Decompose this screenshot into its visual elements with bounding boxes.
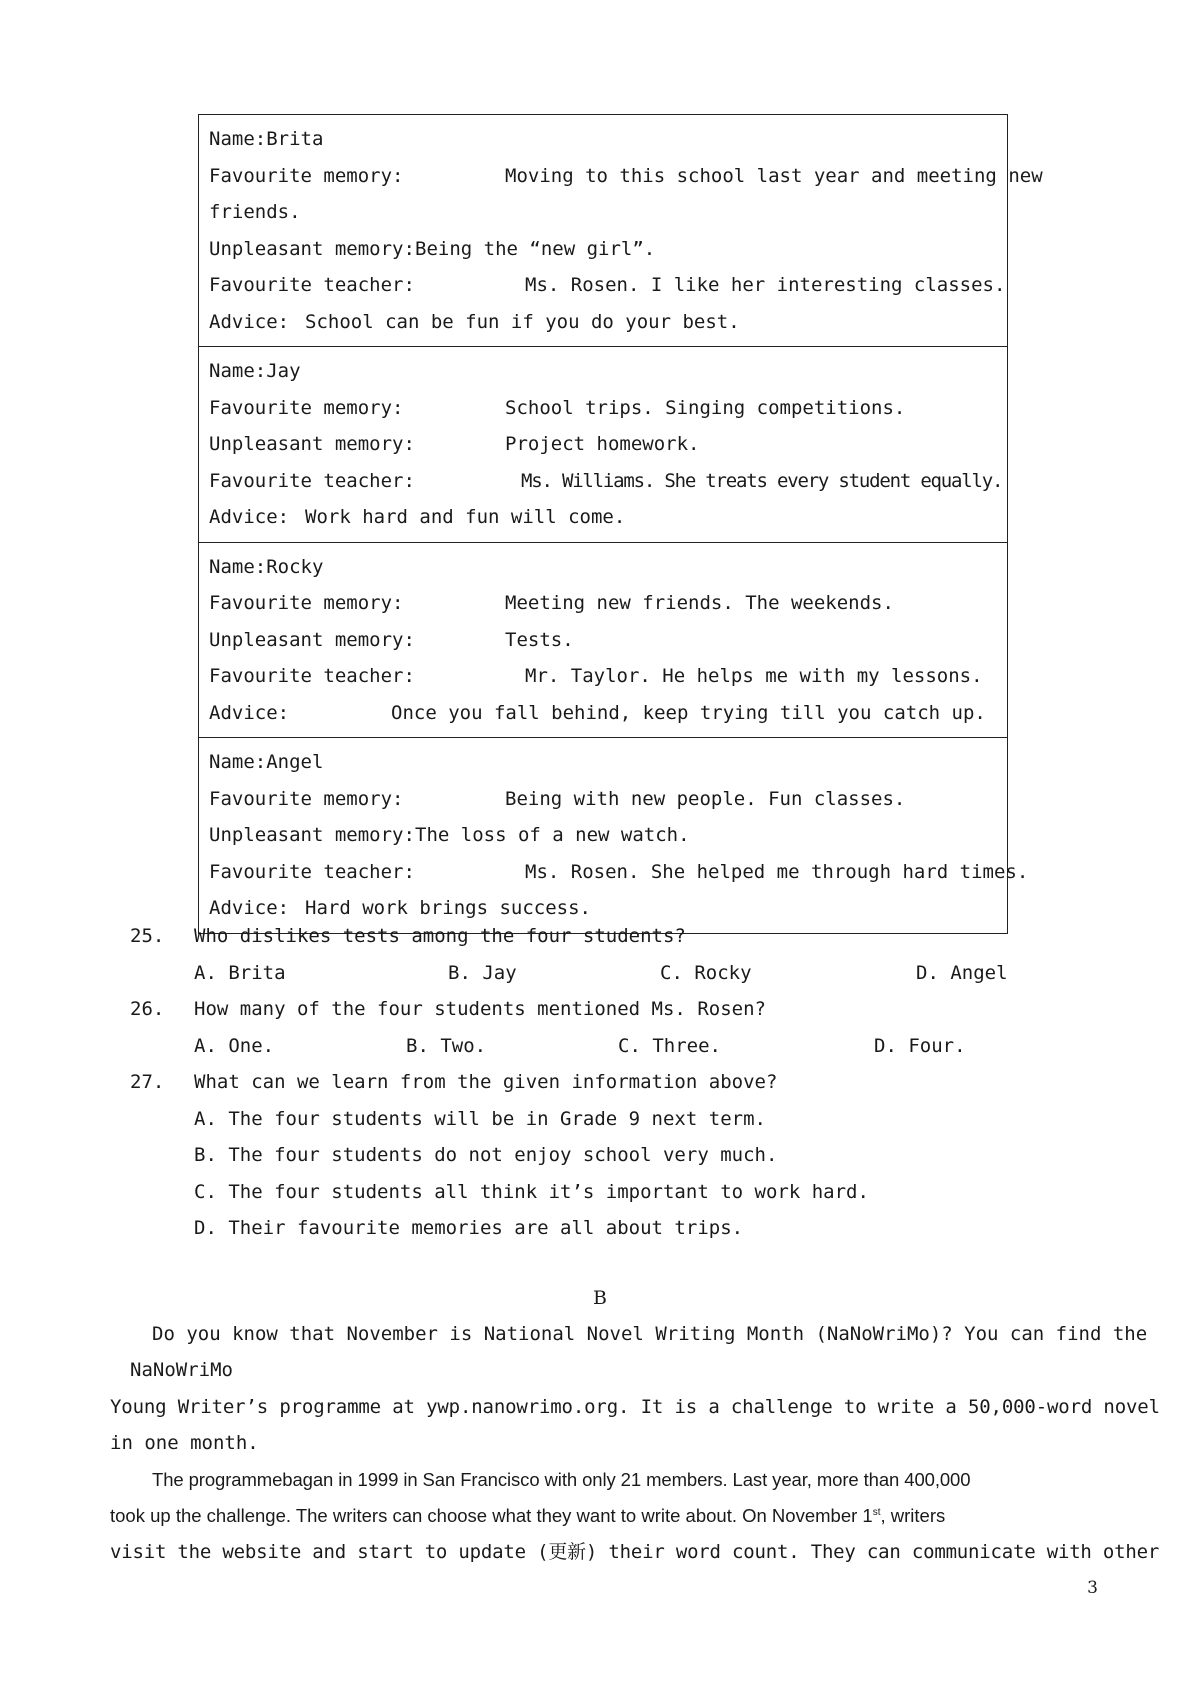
option-d: D. Angel xyxy=(916,961,1008,984)
option-c: C. Rocky xyxy=(660,961,752,984)
advice-value: Hard work brings success. xyxy=(305,897,591,919)
option-a: A. One. xyxy=(194,1034,275,1057)
passage-line xyxy=(110,1498,1100,1534)
advice-label: Advice: xyxy=(209,506,290,528)
profile-jay xyxy=(199,347,1007,543)
advice-value: Once you fall behind, keep trying till you catch up. xyxy=(391,701,986,724)
favourite-memory-label: Favourite memory: xyxy=(209,396,404,419)
option-c: C. Three. xyxy=(618,1034,721,1057)
unpleasant-memory-value: The loss of a new watch. xyxy=(415,824,690,846)
advice-value: Work hard and fun will come. xyxy=(305,506,626,528)
ordinal-suffix: st xyxy=(872,1506,881,1518)
question-stem: Who dislikes tests among the four students? xyxy=(194,925,686,947)
unpleasant-memory-value: Being the “new girl”. xyxy=(415,237,656,260)
passage-text: took up the challenge. The writers can choose what they want to write about. On November 1 xyxy=(110,1505,873,1527)
profile-name: Name:Jay xyxy=(209,360,301,382)
option-a: A. The four students will be in Grade 9 next term. xyxy=(194,1107,766,1130)
unpleasant-memory-label: Unpleasant memory: xyxy=(209,433,415,455)
option-b: B. The four students do not enjoy school very much. xyxy=(194,1144,778,1166)
favourite-teacher-label: Favourite teacher: xyxy=(209,860,415,883)
unpleasant-memory-value: Tests. xyxy=(505,628,574,651)
favourite-teacher-label: Favourite teacher: xyxy=(209,469,415,492)
question-stem: How many of the four students mentioned Ms. Rosen? xyxy=(194,998,766,1020)
advice-label: Advice: xyxy=(209,310,290,333)
favourite-memory-value: School trips. Singing competitions. xyxy=(505,396,906,419)
question-26 xyxy=(130,991,1030,1028)
unpleasant-memory-value: Project homework. xyxy=(505,433,700,455)
favourite-memory-continued: friends. xyxy=(209,201,301,223)
favourite-teacher-value: Ms. Rosen. She helped me through hard times. xyxy=(525,860,1029,883)
passage-text: , writers xyxy=(880,1505,946,1527)
profile-brita xyxy=(199,115,1043,347)
question-25 xyxy=(130,918,1030,955)
option-d: D. Their favourite memories are all about trips. xyxy=(194,1217,744,1239)
student-profiles-table xyxy=(198,114,1043,934)
passage-line: Do you know that November is National Novel Writing Month (NaNoWriMo)? You can find the xyxy=(152,1323,1148,1345)
advice-label: Advice: xyxy=(209,701,290,724)
option-d: D. Four. xyxy=(874,1034,966,1057)
favourite-teacher-value: Mr. Taylor. He helps me with my lessons. xyxy=(525,665,983,687)
unpleasant-memory-label: Unpleasant memory: xyxy=(209,628,415,651)
passage-line: The programmebagan in 1999 in San Francisco with only 21 members. Last year, more than 400,000 xyxy=(152,1468,971,1490)
reading-passage xyxy=(110,1316,1160,1571)
favourite-memory-value: Being with new people. Fun classes. xyxy=(505,787,906,810)
question-number: 26. xyxy=(130,998,165,1020)
question-27 xyxy=(130,1064,1030,1101)
favourite-memory-value: Moving to this school last year and meeting new xyxy=(505,164,1043,187)
profile-name: Name:Brita xyxy=(209,128,324,150)
option-b: B. Jay xyxy=(448,961,517,984)
favourite-memory-label: Favourite memory: xyxy=(209,787,404,810)
passage-line: visit the website and start to update (更新) their word count. They can communicate with other xyxy=(110,1541,1160,1564)
unpleasant-memory-label: Unpleasant memory: xyxy=(209,824,415,846)
profile-name: Name:Rocky xyxy=(209,555,324,578)
page-number: 3 xyxy=(1087,1578,1098,1598)
favourite-teacher-label: Favourite teacher: xyxy=(209,274,415,296)
option-c: C. The four students all think it’s important to work hard. xyxy=(194,1180,869,1203)
favourite-memory-value: Meeting new friends. The weekends. xyxy=(505,592,894,614)
option-b: B. Two. xyxy=(406,1034,487,1057)
favourite-teacher-value: Ms. Rosen. I like her interesting classes. xyxy=(525,274,1006,296)
advice-label: Advice: xyxy=(209,897,290,919)
profile-angel xyxy=(199,738,1029,933)
profile-rocky xyxy=(199,543,1007,739)
questions-section xyxy=(130,918,1030,1247)
option-a: A. Brita xyxy=(194,961,286,984)
favourite-teacher-value: Ms. Williams. She treats every student equally. xyxy=(521,469,1003,492)
advice-value: School can be fun if you do your best. xyxy=(305,310,740,333)
question-26-options xyxy=(130,1028,1030,1065)
question-number: 25. xyxy=(130,925,165,947)
question-stem: What can we learn from the given information above? xyxy=(194,1071,778,1093)
favourite-memory-label: Favourite memory: xyxy=(209,164,404,187)
favourite-teacher-label: Favourite teacher: xyxy=(209,665,415,687)
unpleasant-memory-label: Unpleasant memory: xyxy=(209,237,415,260)
passage-line: Young Writer’s programme at ywp.nanowrimo.org. It is a challenge to write a 50,000-word novel xyxy=(110,1395,1160,1418)
passage-line: NaNoWriMo xyxy=(130,1359,233,1382)
question-number: 27. xyxy=(130,1071,165,1093)
section-heading: B xyxy=(593,1287,607,1309)
question-25-options xyxy=(130,955,1030,992)
profile-name: Name:Angel xyxy=(209,751,324,773)
favourite-memory-label: Favourite memory: xyxy=(209,592,404,614)
passage-line: in one month. xyxy=(110,1432,259,1455)
